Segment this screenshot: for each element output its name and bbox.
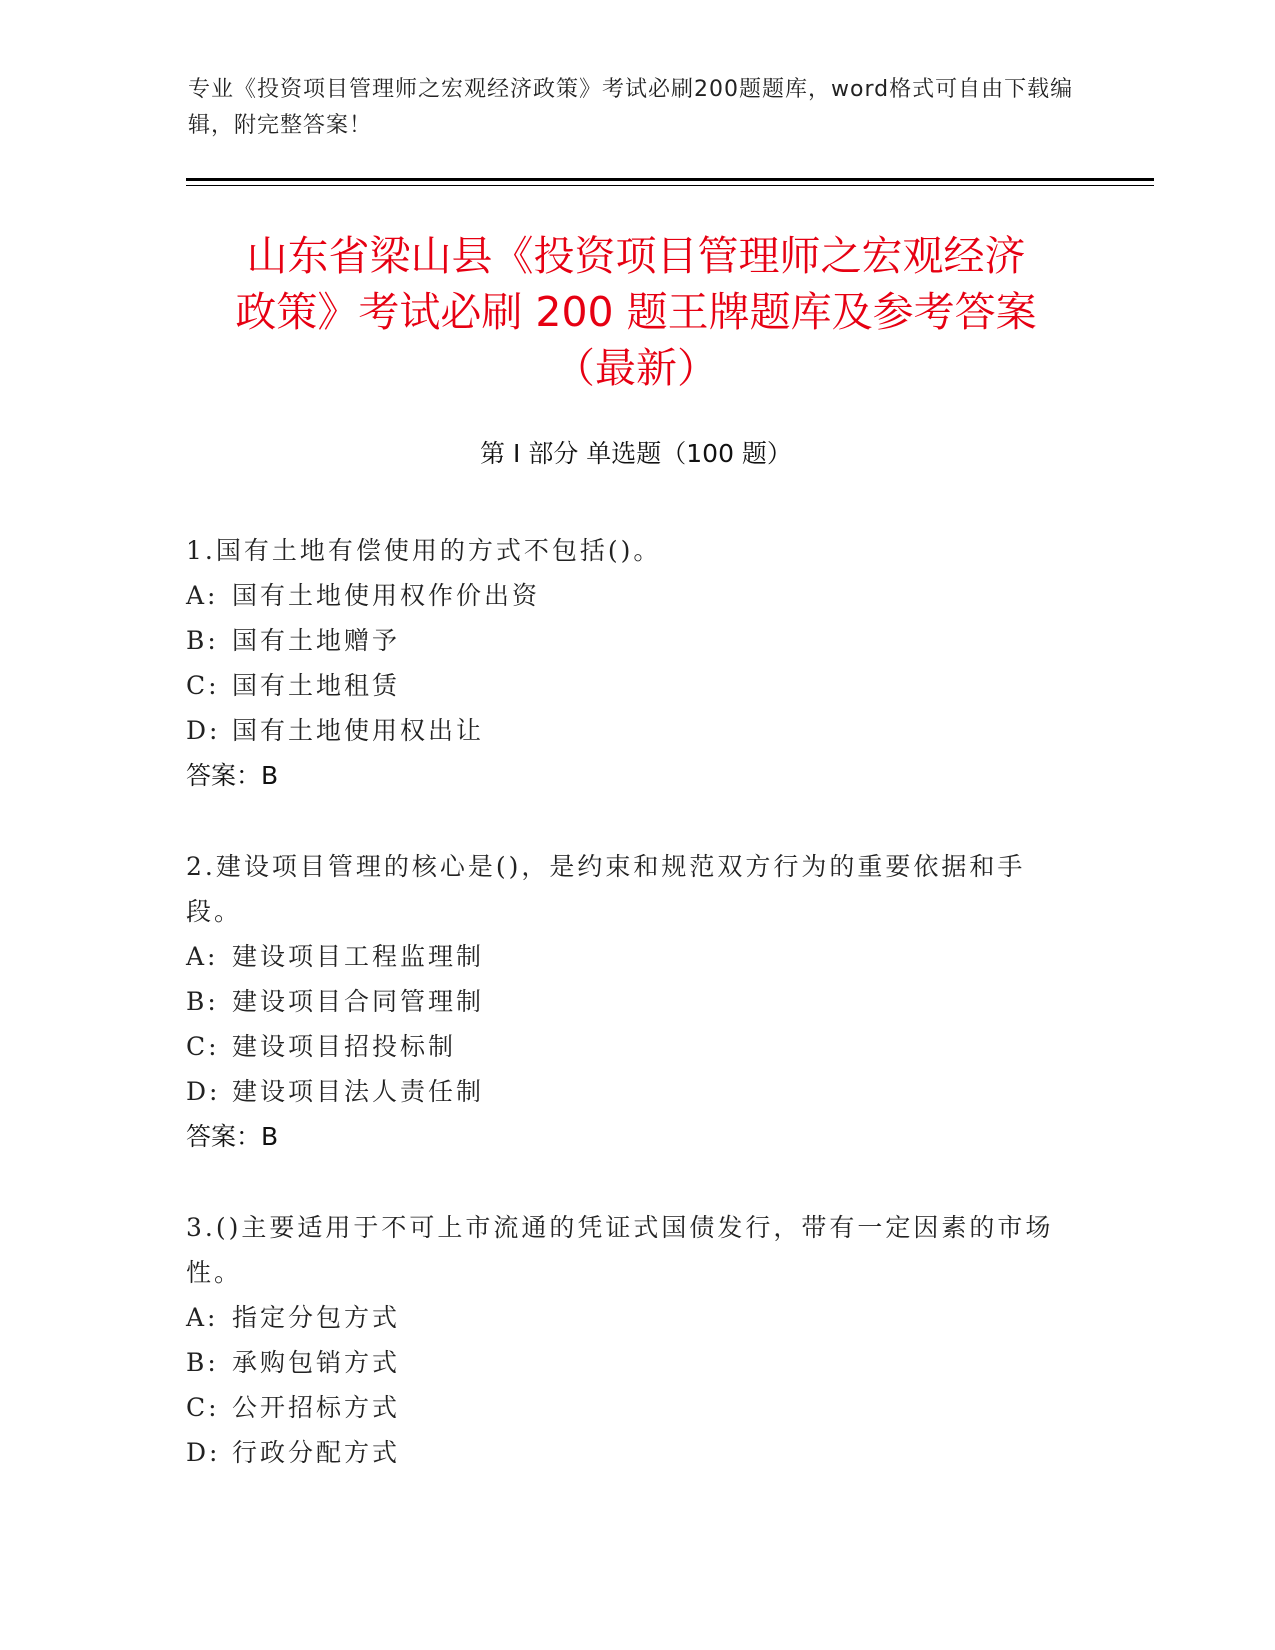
question-option <box>186 1295 1066 1340</box>
header-divider-thick <box>186 178 1154 181</box>
option-text: 国有土地租赁 <box>232 671 401 700</box>
option-letter: C: <box>186 1393 220 1422</box>
question-option <box>186 1430 1066 1475</box>
question-list <box>186 528 1066 1521</box>
option-text: 公开招标方式 <box>232 1393 401 1422</box>
question-option <box>186 979 1066 1024</box>
option-text: 国有土地赠予 <box>232 626 401 655</box>
question-option <box>186 1069 1066 1114</box>
question-item <box>186 1205 1066 1475</box>
option-text: 建设项目招投标制 <box>232 1032 457 1061</box>
question-item <box>186 528 1066 798</box>
question-option <box>186 1340 1066 1385</box>
option-text: 行政分配方式 <box>232 1438 401 1467</box>
question-option <box>186 708 1066 753</box>
document-title <box>186 228 1086 396</box>
question-option <box>186 663 1066 708</box>
header-divider-thin <box>186 185 1154 186</box>
section-heading: 第 I 部分 单选题（100 题） <box>480 439 792 468</box>
document-header-note: 专业《投资项目管理师之宏观经济政策》考试必刷200题题库，word格式可自由下载编辑，附完整答案！ <box>188 77 1074 138</box>
title-line-3: （最新） <box>554 344 718 392</box>
question-stem: 1.国有土地有偿使用的方式不包括()。 <box>186 536 662 565</box>
question-option <box>186 573 1066 618</box>
title-line-2: 政策》考试必刷 200 题王牌题库及参考答案 <box>235 288 1037 336</box>
option-text: 建设项目合同管理制 <box>232 987 485 1016</box>
option-letter: D: <box>186 1077 221 1106</box>
question-answer: 答案：B <box>186 1122 279 1151</box>
option-text: 指定分包方式 <box>232 1303 401 1332</box>
question-option <box>186 1024 1066 1069</box>
question-item <box>186 844 1066 1159</box>
option-letter: D: <box>186 716 221 745</box>
option-text: 承购包销方式 <box>232 1348 401 1377</box>
option-letter: B: <box>186 987 219 1016</box>
question-option <box>186 618 1066 663</box>
option-letter: C: <box>186 1032 220 1061</box>
option-letter: A: <box>186 1303 219 1332</box>
question-option <box>186 1385 1066 1430</box>
option-letter: B: <box>186 1348 219 1377</box>
option-text: 建设项目工程监理制 <box>232 942 485 971</box>
option-text: 建设项目法人责任制 <box>232 1077 485 1106</box>
option-letter: D: <box>186 1438 221 1467</box>
question-answer: 答案：B <box>186 761 279 790</box>
option-letter: A: <box>186 581 219 610</box>
question-stem: 3.()主要适用于不可上市流通的凭证式国债发行，带有一定因素的市场性。 <box>186 1213 1054 1287</box>
option-letter: A: <box>186 942 219 971</box>
option-letter: B: <box>186 626 219 655</box>
question-option <box>186 934 1066 979</box>
title-line-1: 山东省梁山县《投资项目管理师之宏观经济 <box>246 232 1026 280</box>
option-text: 国有土地使用权作价出资 <box>232 581 541 610</box>
option-text: 国有土地使用权出让 <box>232 716 485 745</box>
question-stem: 2.建设项目管理的核心是()，是约束和规范双方行为的重要依据和手段。 <box>186 852 1026 926</box>
option-letter: C: <box>186 671 220 700</box>
